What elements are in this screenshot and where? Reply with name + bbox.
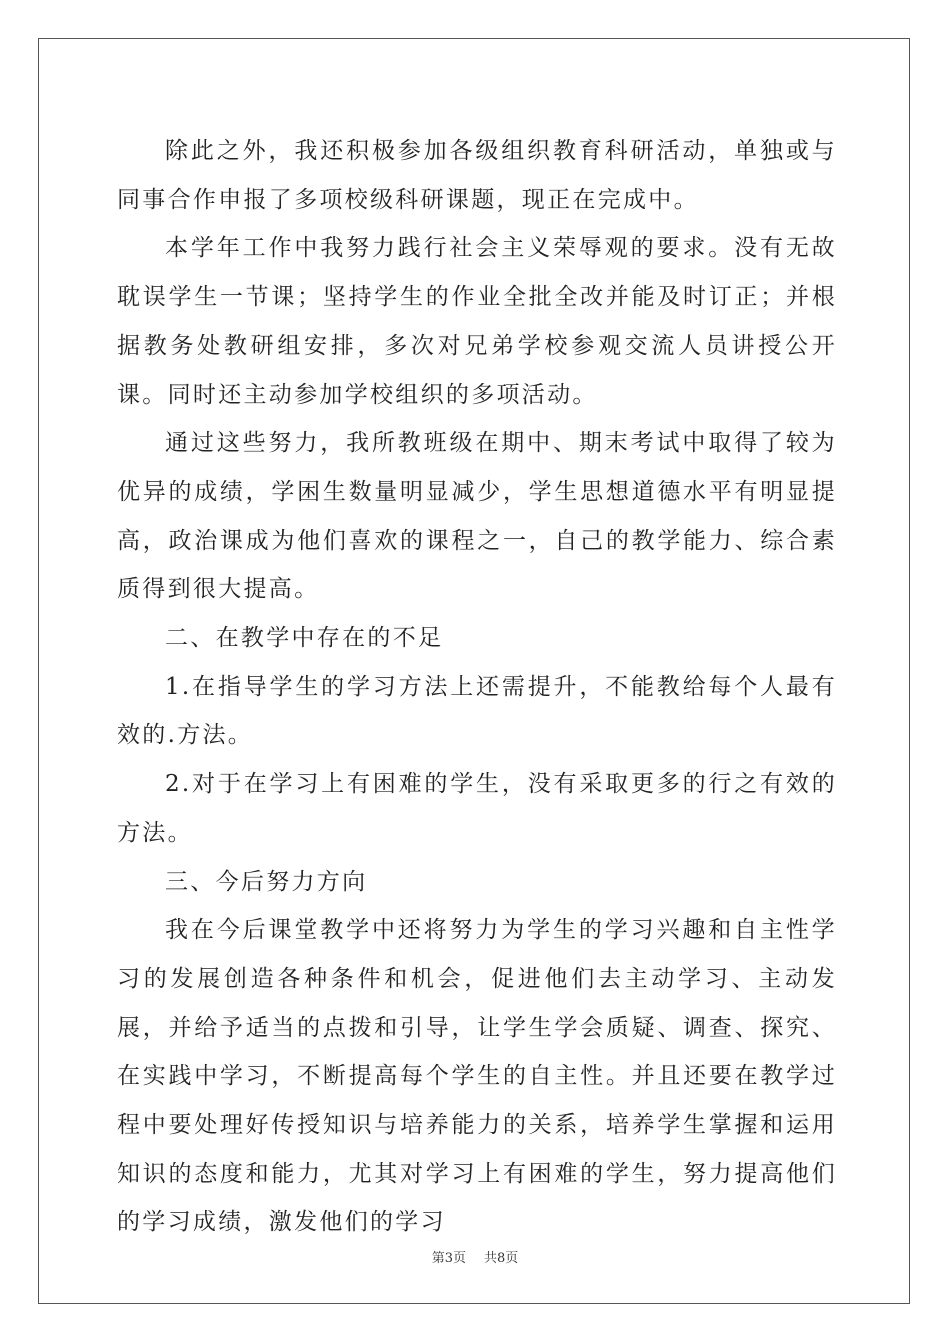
section-heading-future: 三、今后努力方向 (165, 868, 368, 895)
paragraph-future-plan: 我在今后课堂教学中还将努力为学生的学习兴趣和自主性学习的发展创造各种条件和机会，促进他们去主动学习、主动发展，并给予适当的点拨和引导，让学生学会质疑、调查、探究、在实践中学习，不断提高每个学生的自主性。并且还要在教学过程中要处理好传授知识与培养能力的关系，培养学生掌握和运用知识的态度和能力，尤其对学习上有困难的学生，努力提高他们的学习成绩，激发他们的学习 (117, 917, 837, 1236)
page-total: 共8页 (484, 1251, 519, 1266)
paragraph-results: 通过这些努力，我所教班级在期中、期末考试中取得了较为优异的成绩，学困生数量明显减少，学生思想道德水平有明显提高，政治课成为他们喜欢的课程之一，自己的教学能力、综合素质得到很大提高。 (117, 430, 837, 603)
page-number: 第3页 (431, 1251, 466, 1266)
section-heading-shortcomings: 二、在教学中存在的不足 (165, 625, 444, 652)
page-footer (0, 1247, 950, 1266)
paragraph-research: 除此之外，我还积极参加各级组织教育科研活动，单独或与同事合作申报了多项校级科研课题，现正在完成中。 (117, 138, 837, 213)
document-body (117, 127, 837, 1247)
paragraph-work-conduct: 本学年工作中我努力践行社会主义荣辱观的要求。没有无故耽误学生一节课；坚持学生的作业全批全改并能及时订正；并根据教务处教研组安排，多次对兄弟学校参观交流人员讲授公开课。同时还主动参加学校组织的多项活动。 (117, 235, 837, 408)
list-item-shortcoming-2: 2.对于在学习上有困难的学生，没有采取更多的行之有效的方法。 (117, 771, 837, 846)
list-item-shortcoming-1: 1.在指导学生的学习方法上还需提升，不能教给每个人最有效的.方法。 (117, 673, 837, 749)
